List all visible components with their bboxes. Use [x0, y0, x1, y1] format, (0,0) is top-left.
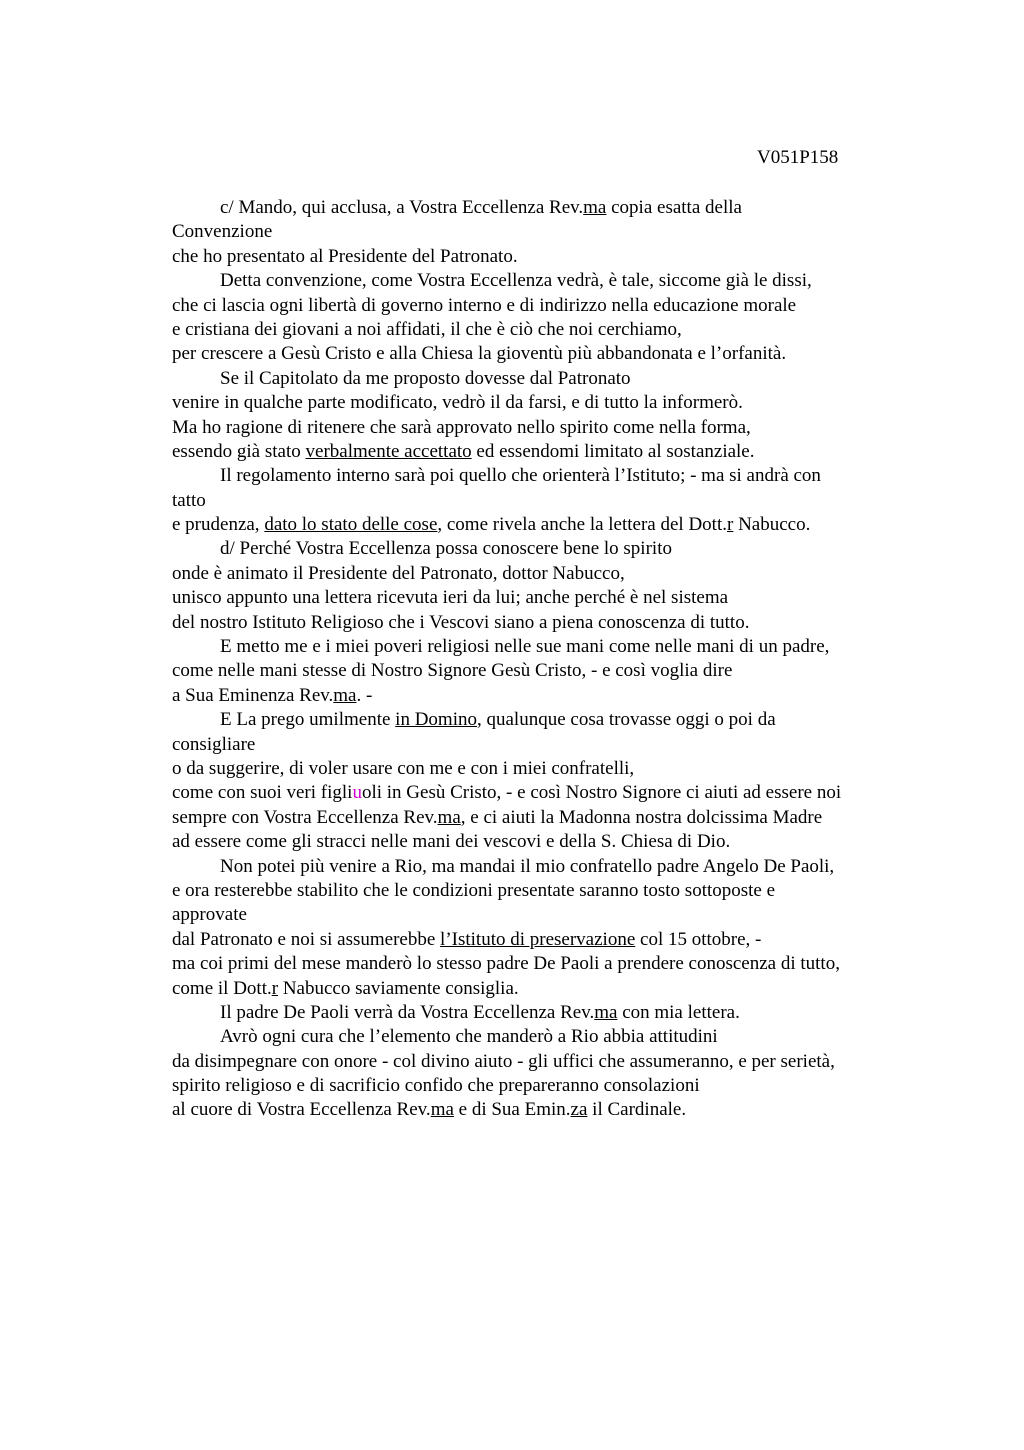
text-run: Nabucco. — [733, 514, 811, 536]
text-line — [172, 342, 912, 366]
underlined-text: ma — [430, 1099, 454, 1121]
text-run: del nostro Istituto Religioso che i Vescovi siano a piena conoscenza di tutto. — [172, 611, 750, 633]
text-run: e di Sua Emin. — [453, 1099, 571, 1121]
text-line — [172, 708, 912, 732]
text-run: spirito religioso e di sacrificio confido che prepareranno consolazioni — [172, 1075, 700, 1097]
text-line — [172, 733, 912, 757]
text-line — [172, 928, 912, 952]
text-line — [172, 1025, 912, 1049]
text-line — [172, 294, 912, 318]
text-run: tatto — [172, 489, 206, 511]
text-line — [172, 196, 912, 220]
text-run: da disimpegnare con onore - col divino aiuto - gli uffici che assumeranno, e per serietà, — [172, 1050, 835, 1072]
underlined-text: in Domino — [395, 709, 477, 731]
text-run: con mia lettera. — [617, 1001, 740, 1023]
text-line — [172, 489, 912, 513]
text-line — [172, 220, 912, 244]
text-line — [172, 245, 912, 269]
text-run: e prudenza, — [172, 514, 265, 536]
text-run: essendo già stato — [172, 440, 306, 462]
text-line — [172, 903, 912, 927]
text-run: consigliare — [172, 733, 256, 755]
text-line — [172, 1001, 912, 1025]
underlined-text: r — [271, 977, 279, 999]
text-run: onde è animato il Presidente del Patronato, dottor Nabucco, — [172, 562, 625, 584]
text-run: Il regolamento interno sarà poi quello che orienterà l’Istituto; - ma si andrà con — [220, 465, 821, 487]
text-run: , e ci aiuti la Madonna nostra dolcissima Madre — [460, 806, 823, 828]
highlighted-text: u — [352, 782, 362, 804]
text-run: E La prego umilmente — [220, 709, 396, 731]
underlined-text: za — [570, 1099, 588, 1121]
text-line — [172, 757, 912, 781]
text-line — [172, 659, 912, 683]
text-run: Il padre De Paoli verrà da Vostra Eccellenza Rev. — [220, 1001, 595, 1023]
text-line — [172, 562, 912, 586]
text-line — [172, 537, 912, 561]
text-run: Non potei più venire a Rio, ma mandai il mio confratello padre Angelo De Paoli, — [220, 855, 835, 877]
text-run: col 15 ottobre, - — [635, 928, 762, 950]
text-run: Se il Capitolato da me proposto dovesse dal Patronato — [220, 367, 631, 389]
text-line — [172, 464, 912, 488]
text-run: come nelle mani stesse di Nostro Signore Gesù Cristo, - e così voglia dire — [172, 660, 733, 682]
underlined-text: dato lo stato delle cose — [264, 514, 438, 536]
text-line — [172, 855, 912, 879]
text-line — [172, 1050, 912, 1074]
text-line — [172, 830, 912, 854]
text-run: , qualunque cosa trovasse oggi o poi da — [476, 709, 776, 731]
underlined-text: ma — [437, 806, 461, 828]
text-line — [172, 977, 912, 1001]
text-run: e ora resterebbe stabilito che le condizioni presentate saranno tosto sottoposte e — [172, 879, 776, 901]
text-run: Detta convenzione, come Vostra Eccellenza vedrà, è tale, siccome già le dissi, — [220, 270, 812, 292]
text-line — [172, 1074, 912, 1098]
text-run: approvate — [172, 904, 247, 926]
text-line — [172, 684, 912, 708]
text-run: oli in Gesù Cristo, - e così Nostro Signore ci aiuti ad essere noi — [361, 782, 842, 804]
text-run: che ci lascia ogni libertà di governo interno e di indirizzo nella educazione morale — [172, 294, 797, 316]
text-run: . - — [356, 684, 373, 706]
text-run: ed essendomi limitato al sostanziale. — [471, 440, 755, 462]
text-run: copia esatta della — [606, 197, 742, 218]
text-run: Ma ho ragione di ritenere che sarà approvato nello spirito come nella forma, — [172, 416, 751, 438]
underlined-text: l’Istituto di preservazione — [440, 928, 636, 950]
text-run: come con suoi veri figli — [172, 782, 353, 804]
text-line — [172, 513, 912, 537]
text-run: , come rivela anche la lettera del Dott. — [437, 514, 727, 536]
underlined-text: ma — [594, 1001, 618, 1023]
text-line — [172, 781, 912, 805]
text-run: c/ Mando, qui acclusa, a Vostra Eccellenza Rev. — [220, 197, 584, 218]
text-run: ad essere come gli stracci nelle mani dei vescovi e della S. Chiesa di Dio. — [172, 831, 731, 853]
text-line — [172, 416, 912, 440]
text-line — [172, 391, 912, 415]
text-run: che ho presentato al Presidente del Patronato. — [172, 245, 518, 267]
text-run: E metto me e i miei poveri religiosi nelle sue mani come nelle mani di un padre, — [220, 636, 830, 658]
text-run: dal Patronato e noi si assumerebbe — [172, 928, 441, 950]
text-run: come il Dott. — [172, 977, 272, 999]
text-run: venire in qualche parte modificato, vedrò il da farsi, e di tutto la informerò. — [172, 392, 743, 414]
text-line — [172, 269, 912, 293]
letter-body — [172, 196, 912, 1123]
text-run: a Sua Eminenza Rev. — [172, 684, 334, 706]
text-run: il Cardinale. — [587, 1099, 687, 1121]
text-line — [172, 611, 912, 635]
text-line — [172, 586, 912, 610]
text-run: al cuore di Vostra Eccellenza Rev. — [172, 1099, 431, 1121]
text-run: ma coi primi del mese manderò lo stesso padre De Paoli a prendere conoscenza di tutto, — [172, 953, 840, 975]
text-run: Nabucco saviamente consiglia. — [278, 977, 519, 999]
text-run: Convenzione — [172, 221, 273, 243]
text-line — [172, 1098, 912, 1122]
text-line — [172, 440, 912, 464]
text-line — [172, 318, 912, 342]
text-run: Avrò ogni cura che l’elemento che manderò a Rio abbia attitudini — [220, 1026, 718, 1048]
underlined-text: r — [727, 514, 734, 536]
text-run: sempre con Vostra Eccellenza Rev. — [172, 806, 438, 828]
text-line — [172, 367, 912, 391]
underlined-text: verbalmente accettato — [305, 440, 472, 462]
text-run: unisco appunto una lettera ricevuta ieri da lui; anche perché è nel sistema — [172, 587, 729, 609]
text-line — [172, 879, 912, 903]
text-line — [172, 952, 912, 976]
text-run: e cristiana dei giovani a noi affidati, il che è ciò che noi cerchiamo, — [172, 318, 682, 340]
text-run: d/ Perché Vostra Eccellenza possa conoscere bene lo spirito — [220, 538, 672, 560]
text-line — [172, 635, 912, 659]
text-line — [172, 806, 912, 830]
underlined-text: ma — [333, 684, 357, 706]
text-run: per crescere a Gesù Cristo e alla Chiesa la gioventù più abbandonata e l’orfanità. — [172, 343, 787, 365]
text-run: o da suggerire, di voler usare con me e con i miei confratelli, — [172, 757, 635, 779]
page-id: V051P158 — [757, 147, 839, 168]
underlined-text: ma — [583, 197, 607, 218]
